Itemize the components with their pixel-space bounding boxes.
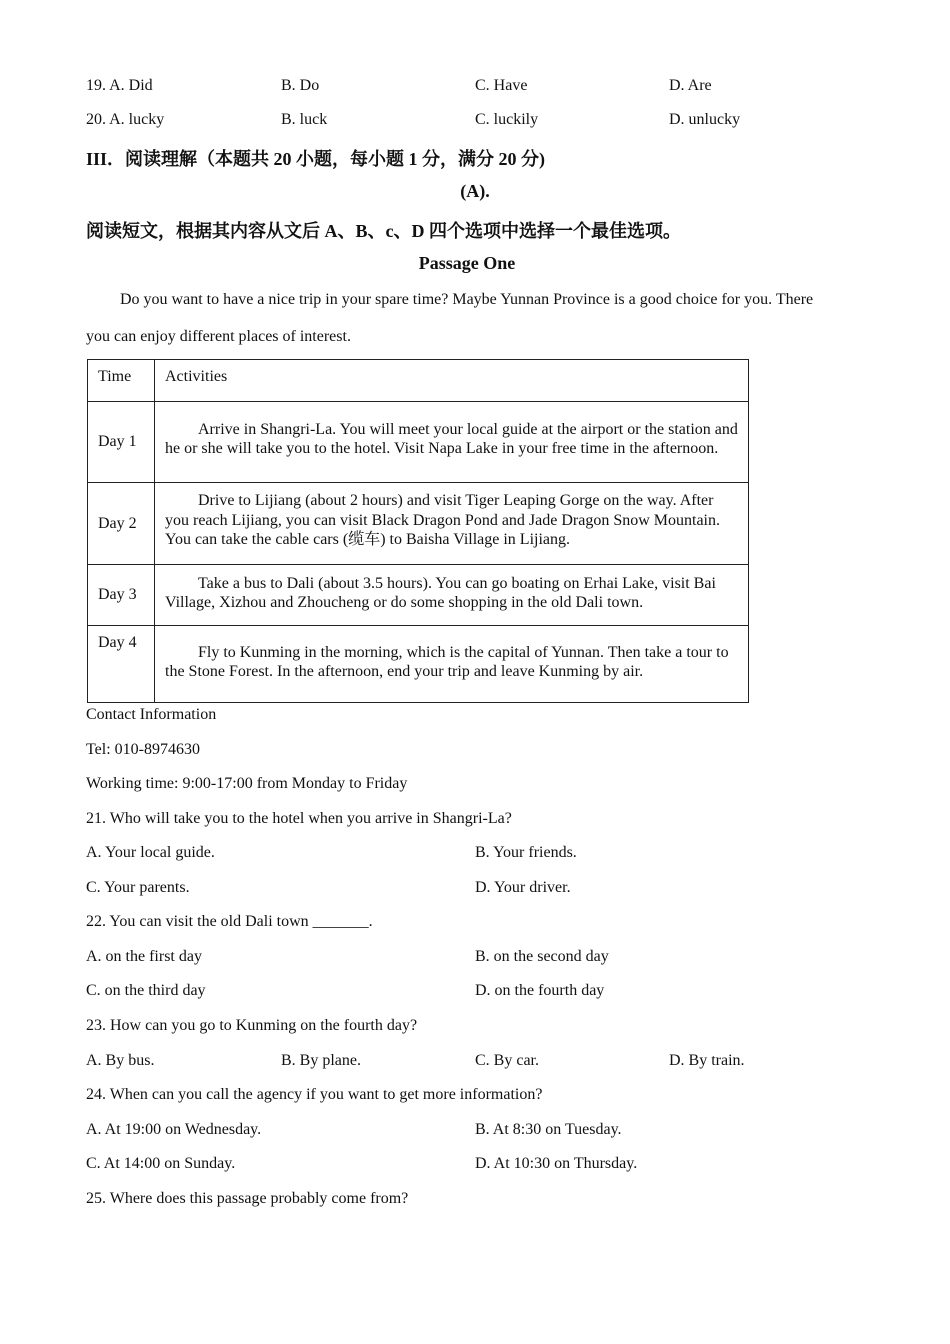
instruction: 阅读短文，根据其内容从文后 A、B、c、D 四个选项中选择一个最佳选项。 (86, 221, 681, 241)
q25-stem: 25. Where does this passage probably come from? (86, 1190, 409, 1207)
intro-line-1: Do you want to have a nice trip in your spare time? Maybe Yunnan Province is a good choice for you. There (120, 291, 814, 308)
q23-option-d: D. By train. (669, 1052, 745, 1069)
q22-option-c: C. on the third day (86, 982, 206, 999)
q19-option-a: 19. A. Did (86, 77, 153, 94)
contact-hours: Working time: 9:00-17:00 from Monday to Friday (86, 775, 408, 792)
q19-option-d: D. Are (669, 77, 712, 94)
contact-heading: Contact Information (86, 706, 217, 723)
q20-option-d: D. unlucky (669, 111, 741, 128)
itinerary-table (87, 359, 749, 703)
q21-option-b: B. Your friends. (475, 844, 577, 861)
table-row (88, 565, 749, 626)
q24-stem: 24. When can you call the agency if you want to get more information? (86, 1086, 543, 1103)
q19-option-b: B. Do (281, 77, 320, 94)
q22-option-d: D. on the fourth day (475, 982, 605, 999)
table-row (88, 483, 749, 565)
q23-option-a: A. By bus. (86, 1052, 155, 1069)
activity-cell: Drive to Lijiang (about 2 hours) and visit Tiger Leaping Gorge on the way. After you reach Lijiang, you can visit Black Dragon Pond and Jade Dragon Snow Mountain. You can take the cable cars (缆车) to Baisha Village in Lijiang. (155, 483, 749, 565)
q24-option-c: C. At 14:00 on Sunday. (86, 1155, 236, 1172)
section-heading: III．阅读理解（本题共 20 小题，每小题 1 分，满分 20 分) (86, 149, 546, 169)
q22-option-b: B. on the second day (475, 948, 609, 965)
day-cell: Day 4 (88, 626, 155, 703)
q24-option-d: D. At 10:30 on Thursday. (475, 1155, 638, 1172)
day-cell: Day 1 (88, 402, 155, 483)
q20-option-a: 20. A. lucky (86, 111, 165, 128)
q23-option-b: B. By plane. (281, 1052, 361, 1069)
q21-stem: 21. Who will take you to the hotel when you arrive in Shangri-La? (86, 810, 512, 827)
q23-option-c: C. By car. (475, 1052, 539, 1069)
contact-tel: Tel: 010-8974630 (86, 741, 200, 758)
intro-line-2: you can enjoy different places of interest. (86, 328, 351, 345)
q24-option-a: A. At 19:00 on Wednesday. (86, 1121, 262, 1138)
q19-option-c: C. Have (475, 77, 528, 94)
q22-stem: 22. You can visit the old Dali town _______. (86, 913, 373, 930)
q23-stem: 23. How can you go to Kunming on the fourth day? (86, 1017, 418, 1034)
q22-option-a: A. on the first day (86, 948, 202, 965)
activity-cell: Take a bus to Dali (about 3.5 hours). You can go boating on Erhai Lake, visit Bai Village, Xizhou and Zhoucheng or do some shopping in the old Dali town. (155, 565, 749, 626)
part-label: (A). (460, 181, 490, 201)
table-row (88, 626, 749, 703)
q20-option-b: B. luck (281, 111, 328, 128)
q24-option-b: B. At 8:30 on Tuesday. (475, 1121, 622, 1138)
q20-option-c: C. luckily (475, 111, 539, 128)
q21-option-d: D. Your driver. (475, 879, 571, 896)
passage-title: Passage One (418, 253, 516, 273)
day-cell: Day 3 (88, 565, 155, 626)
q21-option-a: A. Your local guide. (86, 844, 215, 861)
day-cell: Day 2 (88, 483, 155, 565)
q21-option-c: C. Your parents. (86, 879, 190, 896)
table-row (88, 402, 749, 483)
header-activities: Activities (155, 360, 749, 402)
table-header-row (88, 360, 749, 402)
activity-cell: Arrive in Shangri-La. You will meet your local guide at the airport or the station and he or she will take you to the hotel. Visit Napa Lake in your free time in the afternoon. (155, 402, 749, 483)
header-time: Time (88, 360, 155, 402)
activity-cell: Fly to Kunming in the morning, which is the capital of Yunnan. Then take a tour to the Stone Forest. In the afternoon, end your trip and leave Kunming by air. (155, 626, 749, 703)
